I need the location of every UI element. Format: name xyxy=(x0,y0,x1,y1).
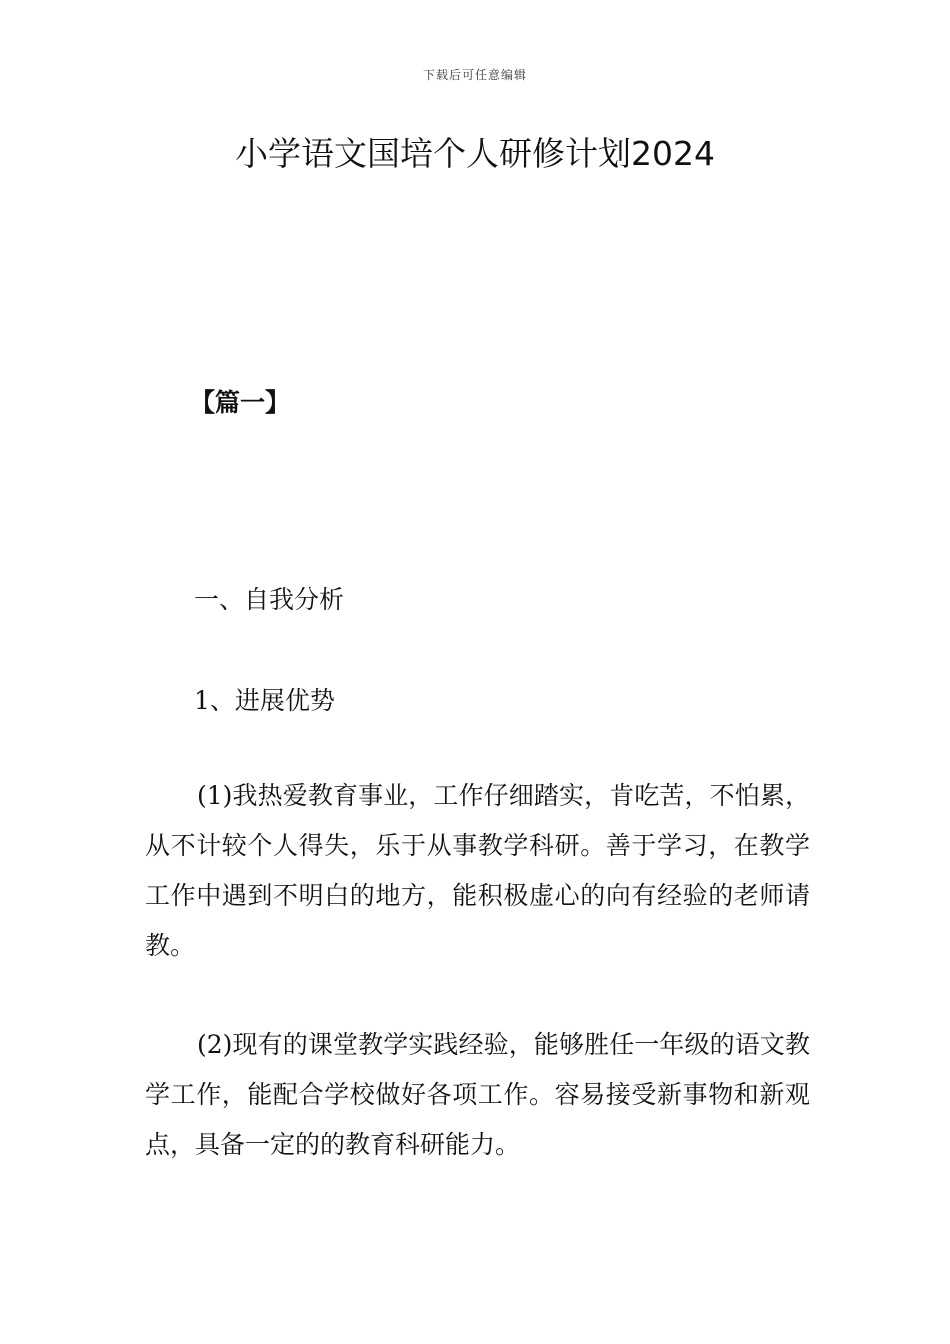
paragraph-2: (2)现有的课堂教学实践经验，能够胜任一年级的语文教学工作，能配合学校做好各项工作。容易接受新事物和新观点，具备一定的的教育科研能力。 xyxy=(145,1030,810,1159)
header-note: 下载后可任意编辑 xyxy=(422,68,527,82)
document-title: 小学语文国培个人研修计划2024 xyxy=(235,134,715,173)
paragraph-1: (1)我热爱教育事业，工作仔细踏实，肯吃苦，不怕累，从不计较个人得失，乐于从事教学科研。善于学习，在教学工作中遇到不明白的地方，能积极虚心的向有经验的老师请教。 xyxy=(145,781,810,960)
heading-self-analysis: 一、自我分析 xyxy=(194,585,345,614)
heading-advantages: 1、进展优势 xyxy=(194,686,335,715)
section-tag: 【篇一】 xyxy=(190,388,291,417)
